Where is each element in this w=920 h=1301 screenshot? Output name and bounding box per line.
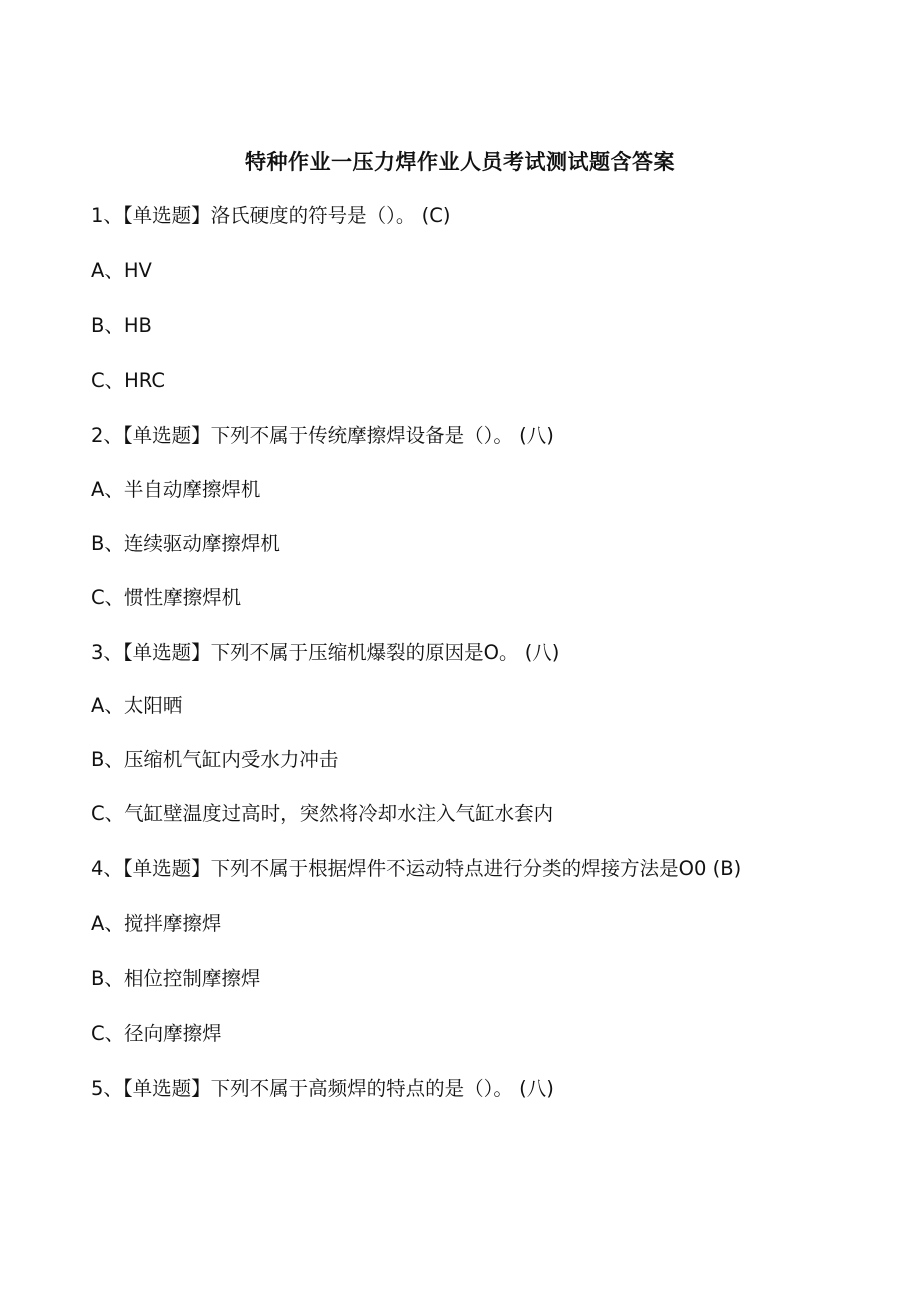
question-1: 1、【单选题】洛氏硬度的符号是（）。 (C) bbox=[91, 204, 451, 227]
question-3-option-b: B、压缩机气缸内受水力冲击 bbox=[91, 748, 339, 771]
question-1-option-c: C、HRC bbox=[91, 369, 165, 392]
question-3-option-c: C、气缸壁温度过高时，突然将冷却水注入气缸水套内 bbox=[91, 802, 554, 825]
question-4-option-b: B、相位控制摩擦焊 bbox=[91, 967, 261, 990]
question-1-option-a: A、HV bbox=[91, 259, 152, 282]
question-1-option-b: B、HB bbox=[91, 314, 152, 337]
question-5: 5、【单选题】下列不属于高频焊的特点的是（）。 (八) bbox=[91, 1077, 554, 1100]
question-2-option-b: B、连续驱动摩擦焊机 bbox=[91, 532, 280, 555]
question-4-option-a: A、搅拌摩擦焊 bbox=[91, 912, 222, 935]
question-4: 4、【单选题】下列不属于根据焊件不运动特点进行分类的焊接方法是O0 (B) bbox=[91, 857, 742, 880]
question-3: 3、【单选题】下列不属于压缩机爆裂的原因是O。 (八) bbox=[91, 641, 560, 664]
question-2-option-a: A、半自动摩擦焊机 bbox=[91, 478, 261, 501]
page-title: 特种作业一压力焊作业人员考试测试题含答案 bbox=[245, 150, 675, 174]
question-2: 2、【单选题】下列不属于传统摩擦焊设备是（）。 (八) bbox=[91, 424, 554, 447]
question-3-option-a: A、太阳晒 bbox=[91, 694, 183, 717]
question-4-option-c: C、径向摩擦焊 bbox=[91, 1022, 222, 1045]
question-2-option-c: C、惯性摩擦焊机 bbox=[91, 586, 242, 609]
